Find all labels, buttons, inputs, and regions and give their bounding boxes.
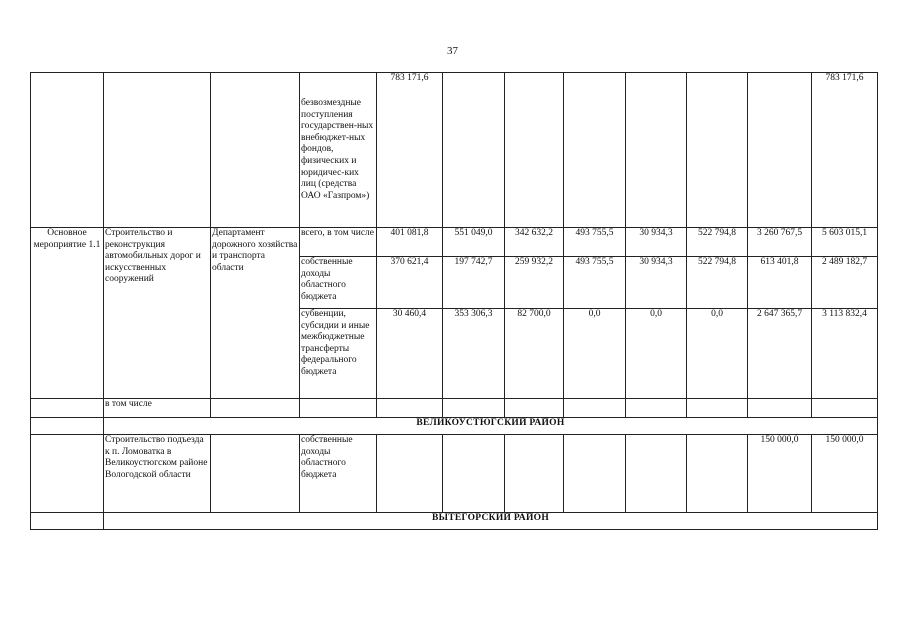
value-cell xyxy=(687,73,748,228)
value-cell: 197 742,7 xyxy=(443,257,505,309)
table-row xyxy=(31,399,878,418)
table-row xyxy=(31,228,878,257)
project-name-cell: Строительство подъезда к п. Ломоватка в Великоустюгском районе Вологодской области xyxy=(104,435,211,513)
event-label-cell: Основное мероприятие 1.1 xyxy=(31,228,104,399)
value-cell xyxy=(564,435,626,513)
value-cell: 522 794,8 xyxy=(687,228,748,257)
value-cell: 0,0 xyxy=(687,309,748,399)
table-cell xyxy=(31,513,104,530)
value-cell: 493 755,5 xyxy=(564,228,626,257)
value-cell: 613 401,8 xyxy=(748,257,812,309)
table-cell xyxy=(211,435,300,513)
value-cell xyxy=(626,435,687,513)
page-number: 37 xyxy=(447,45,458,57)
table-row xyxy=(31,73,878,228)
value-cell: 783 171,6 xyxy=(812,73,878,228)
table-cell xyxy=(31,399,104,418)
table-row xyxy=(31,418,878,435)
table-cell xyxy=(31,418,104,435)
value-cell xyxy=(377,435,443,513)
value-cell xyxy=(443,73,505,228)
table-row xyxy=(31,513,878,530)
table-cell xyxy=(505,399,564,418)
value-cell xyxy=(443,435,505,513)
table-cell xyxy=(31,435,104,513)
value-cell: 259 932,2 xyxy=(505,257,564,309)
table-cell xyxy=(300,399,377,418)
value-cell: 0,0 xyxy=(626,309,687,399)
table-cell xyxy=(626,399,687,418)
including-cell: в том числе xyxy=(104,399,211,418)
table-cell xyxy=(748,399,812,418)
event-name-cell: Строительство и реконструкция автомобильных дорог и искусственных сооружений xyxy=(104,228,211,399)
value-cell: 5 603 015,1 xyxy=(812,228,878,257)
value-cell: 342 632,2 xyxy=(505,228,564,257)
source-cell: собственные доходы областного бюджета xyxy=(300,257,377,309)
source-cell: всего, в том числе xyxy=(300,228,377,257)
table-cell xyxy=(687,399,748,418)
source-cell: безвозмездные поступления государствен-ных внебюджет-ных фондов, физических и юридичес-ких лиц (средства ОАО «Газпром») xyxy=(300,73,377,228)
value-cell: 30 460,4 xyxy=(377,309,443,399)
table-cell xyxy=(104,73,211,228)
table-cell xyxy=(211,73,300,228)
value-cell: 2 489 182,7 xyxy=(812,257,878,309)
region-heading: ВЕЛИКОУСТЮГСКИЙ РАЙОН xyxy=(104,418,878,435)
value-cell: 150 000,0 xyxy=(812,435,878,513)
table-cell xyxy=(31,73,104,228)
value-cell: 522 794,8 xyxy=(687,257,748,309)
value-cell: 353 306,3 xyxy=(443,309,505,399)
value-cell xyxy=(687,435,748,513)
value-cell: 30 934,3 xyxy=(626,228,687,257)
value-cell: 551 049,0 xyxy=(443,228,505,257)
value-cell xyxy=(505,435,564,513)
value-cell xyxy=(626,73,687,228)
executor-cell: Департамент дорожного хозяйства и транспорта области xyxy=(211,228,300,399)
program-table xyxy=(30,72,878,530)
table-cell xyxy=(564,399,626,418)
value-cell xyxy=(564,73,626,228)
region-heading: ВЫТЕГОРСКИЙ РАЙОН xyxy=(104,513,878,530)
table-cell xyxy=(377,399,443,418)
value-cell: 2 647 365,7 xyxy=(748,309,812,399)
table-cell xyxy=(211,399,300,418)
value-cell: 401 081,8 xyxy=(377,228,443,257)
value-cell: 3 260 767,5 xyxy=(748,228,812,257)
value-cell: 370 621,4 xyxy=(377,257,443,309)
value-cell: 493 755,5 xyxy=(564,257,626,309)
value-cell: 150 000,0 xyxy=(748,435,812,513)
table-cell xyxy=(812,399,878,418)
value-cell: 783 171,6 xyxy=(377,73,443,228)
value-cell: 30 934,3 xyxy=(626,257,687,309)
value-cell: 82 700,0 xyxy=(505,309,564,399)
source-cell: субвенции, субсидии и иные межбюджетные трансферты федерального бюджета xyxy=(300,309,377,399)
value-cell xyxy=(505,73,564,228)
value-cell xyxy=(748,73,812,228)
source-cell: собственные доходы областного бюджета xyxy=(300,435,377,513)
value-cell: 3 113 832,4 xyxy=(812,309,878,399)
value-cell: 0,0 xyxy=(564,309,626,399)
table-cell xyxy=(443,399,505,418)
table-row xyxy=(31,435,878,513)
